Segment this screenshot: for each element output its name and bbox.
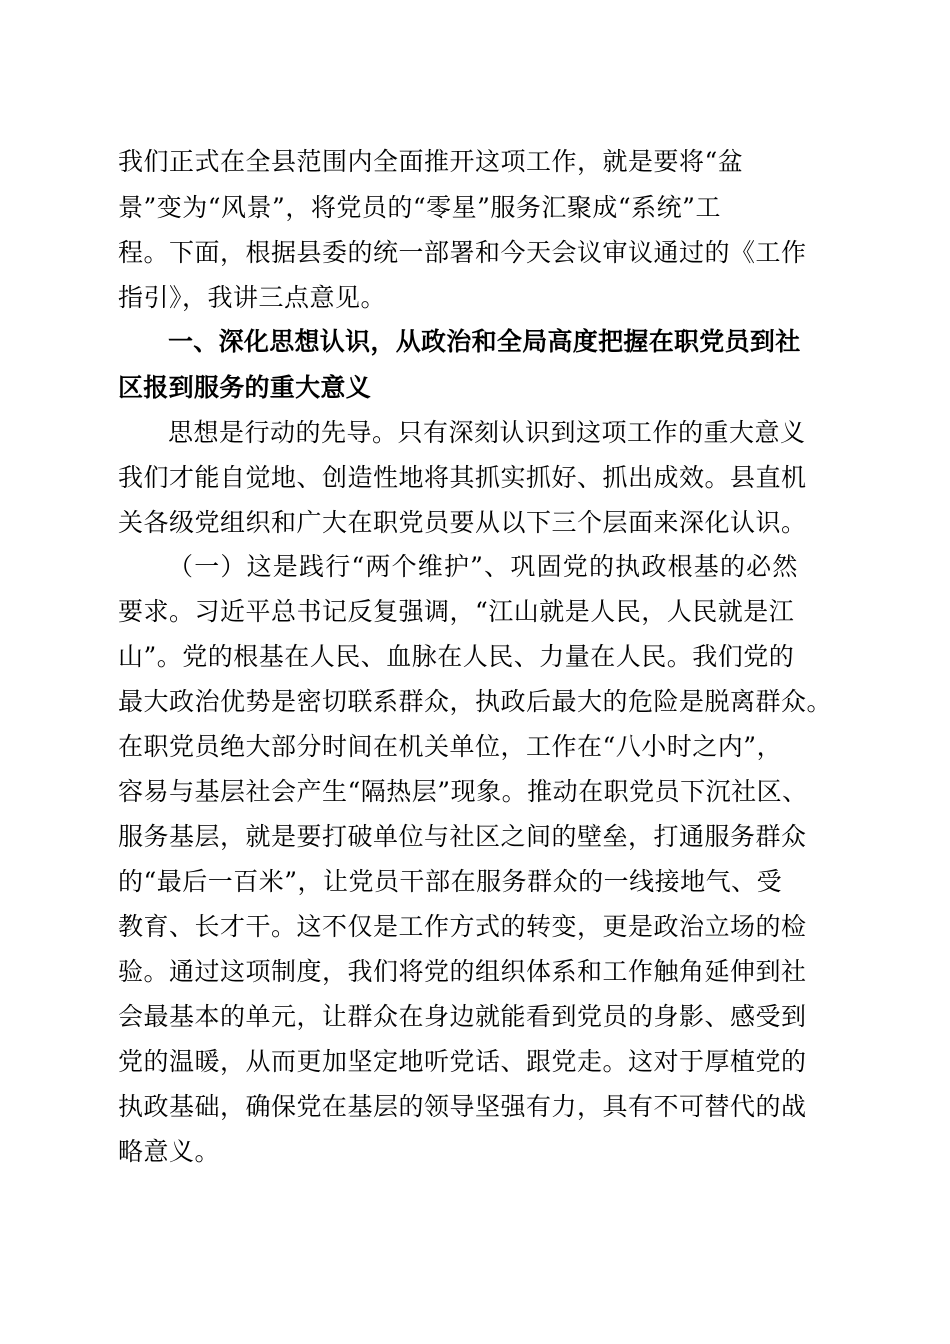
body-text-line: 景”变为“风景”，将党员的“零星”服务汇聚成“系统”工 <box>118 193 721 222</box>
body-text-line: 执政基础，确保党在基层的领导坚强有力，具有不可替代的战 <box>118 1092 807 1121</box>
section-heading-line: 区报到服务的重大意义 <box>118 373 372 402</box>
body-text-line: 我们正式在全县范围内全面推开这项工作，就是要将“盆 <box>118 147 744 176</box>
body-text-line: 关各级党组织和广大在职党员要从以下三个层面来深化认识。 <box>118 508 807 537</box>
body-text-line: 略意义。 <box>118 1137 221 1166</box>
body-text-line: 服务基层，就是要打破单位与社区之间的壁垒，打通服务群众 <box>118 822 807 851</box>
body-text-line: 党的温暖，从而更加坚定地听党话、跟党走。这对于厚植党的 <box>118 1047 807 1076</box>
body-text-line: 的“最后一百米”，让党员干部在服务群众的一线接地气、受 <box>118 867 783 896</box>
subsection-heading-line: （一）这是践行“两个维护”、巩固党的执政根基的必然 <box>168 552 799 581</box>
body-text-line: 我们才能自觉地、创造性地将其抓实抓好、抓出成效。县直机 <box>118 463 807 492</box>
body-text-line: 会最基本的单元，让群众在身边就能看到党员的身影、感受到 <box>118 1002 807 1031</box>
body-text-line: 指引》，我讲三点意见。 <box>118 283 387 312</box>
body-text-line: 程。下面，根据县委的统一部署和今天会议审议通过的《工作 <box>118 238 807 267</box>
body-text-line: 最大政治优势是密切联系群众，执政后最大的危险是脱离群众。 <box>118 687 833 716</box>
body-text-line: 要求。习近平总书记反复强调，“江山就是人民，人民就是江 <box>118 597 795 626</box>
section-heading-line: 一、深化思想认识，从政治和全局高度把握在职党员到社 <box>168 327 801 356</box>
body-text-line: 思想是行动的先导。只有深刻认识到这项工作的重大意义 <box>168 418 806 447</box>
body-text-line: 验。通过这项制度，我们将党的组织体系和工作触角延伸到社 <box>118 957 807 986</box>
body-text-line: 容易与基层社会产生“隔热层”现象。推动在职党员下沉社区、 <box>118 777 808 806</box>
body-text-line: 山”。党的根基在人民、血脉在人民、力量在人民。我们党的 <box>118 642 795 671</box>
body-text-line: 在职党员绝大部分时间在机关单位，工作在“八小时之内”， <box>118 732 783 761</box>
body-text-line: 教育、长才干。这不仅是工作方式的转变，更是政治立场的检 <box>118 912 807 941</box>
